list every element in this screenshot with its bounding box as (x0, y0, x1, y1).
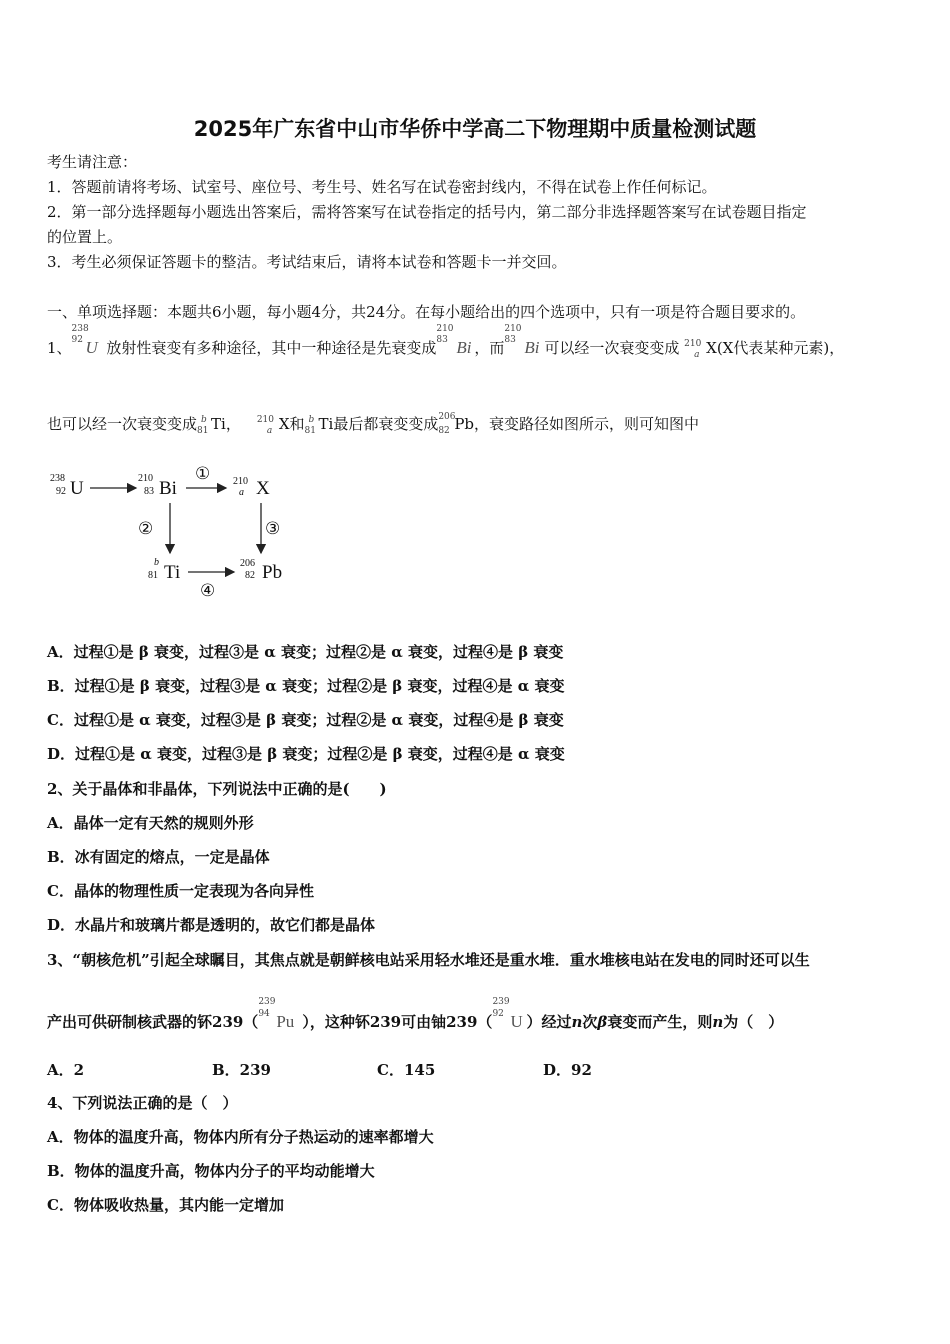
u-nuclide (492, 997, 526, 1032)
q1-option-b[interactable]: B．过程①是 β 衰变，过程③是 α 衰变；过程②是 β 衰变，过程④是 α 衰变 (47, 677, 565, 695)
q2-stem: 2、关于晶体和非晶体，下列说法中正确的是( ) (47, 780, 387, 798)
pb-mass: 206 (240, 558, 255, 569)
mass-number: 210 (256, 415, 275, 425)
q3-line2 (47, 997, 784, 1032)
atomic-number: 82 (438, 426, 450, 436)
ti-label: Ti (164, 562, 181, 583)
q1-number: 1、 (47, 339, 72, 357)
q1-line2 (47, 414, 699, 434)
bi-label: Bi (159, 478, 177, 499)
mass-number: 238 (71, 324, 89, 334)
q1-text: 放射性衰变有多种途径，其中一种途径是先衰变成 (106, 339, 437, 357)
q4-option-b[interactable]: B．物体的温度升高，物体内分子的平均动能增大 (47, 1162, 375, 1180)
u-mass: 238 (50, 473, 65, 484)
bi-atomic: 83 (144, 486, 154, 497)
step-2-label: ② (138, 519, 154, 538)
element-symbol: Bi (456, 338, 472, 357)
atomic-number: 83 (436, 335, 448, 345)
mass-number: b (201, 415, 207, 425)
mass-number: 239 (492, 997, 510, 1007)
q3-text: 次 (582, 1013, 598, 1031)
q1-u-nuclide (71, 324, 102, 358)
q3-text: 产出可供研制核武器的钚239（ (47, 1013, 259, 1031)
element-symbol: U (510, 1012, 523, 1031)
atomic-number: 81 (197, 426, 209, 436)
q1-option-d[interactable]: D．过程①是 α 衰变，过程③是 β 衰变；过程②是 β 衰变，过程④是 α 衰变 (47, 745, 565, 763)
q4-stem: 4、下列说法正确的是（ ） (47, 1094, 238, 1112)
q1-text: X和 (278, 415, 305, 433)
ti-mass: b (154, 557, 159, 568)
step-4-label: ④ (200, 581, 216, 600)
q2-option-d[interactable]: D．水晶片和玻璃片都是透明的，故它们都是晶体 (47, 916, 376, 934)
q1-text: Ti最后都衰变变成 (318, 415, 439, 433)
notice-item-2: 2．第一部分选择题每小题选出答案后，需将答案写在试卷指定的括号内，第二部分非选择题答案写在试卷题目指定 (47, 203, 807, 221)
pb-label: Pb (262, 562, 283, 583)
atomic-number: a (266, 426, 273, 436)
mass-number: 210 (436, 324, 454, 334)
q1-line1 (47, 324, 845, 360)
q3-beta: β (597, 1013, 608, 1031)
step-3-label: ③ (265, 519, 281, 538)
section-heading: 一、单项选择题：本题共6小题，每小题4分，共24分。在每小题给出的四个选项中，只有一项是符合题目要求的。 (47, 303, 806, 321)
q3-option-c[interactable]: C．145 (377, 1061, 436, 1079)
q1-option-c[interactable]: C．过程①是 α 衰变，过程③是 β 衰变；过程②是 α 衰变，过程④是 β 衰变 (47, 711, 564, 729)
q2-option-b[interactable]: B．冰有固定的熔点，一定是晶体 (47, 848, 270, 866)
bi-mass: 210 (138, 473, 153, 484)
pu-nuclide (258, 997, 302, 1032)
notice-item-2-cont: 的位置上。 (47, 228, 123, 246)
notice-item-3: 3．考生必须保证答题卡的整洁。考试结束后，请将本试卷和答题卡一并交回。 (47, 253, 567, 271)
ti-atomic: 81 (148, 570, 158, 581)
q1-bi-nuclide (436, 324, 474, 358)
q1-text: X(X代表某种元素)， (706, 339, 845, 357)
q1-text: 可以经一次衰变变成 (544, 339, 680, 357)
x-label: X (256, 478, 270, 499)
pb-atomic: 82 (245, 570, 255, 581)
element-symbol: Pu (276, 1012, 295, 1031)
page-title: 2025年广东省中山市华侨中学高二下物理期中质量检测试题 (193, 117, 757, 141)
atomic-number: 92 (492, 1009, 504, 1019)
q4-option-a[interactable]: A．物体的温度升高，物体内所有分子热运动的速率都增大 (47, 1128, 434, 1146)
q3-text: 衰变而产生，则 (607, 1013, 713, 1031)
q3-option-b[interactable]: B．239 (212, 1061, 271, 1079)
step-1-label: ① (195, 464, 211, 483)
q3-text: ）经过 (526, 1013, 572, 1031)
q3-var-n: n (571, 1013, 583, 1031)
element-symbol: Bi (524, 338, 540, 357)
atomic-number: 94 (258, 1009, 270, 1019)
mass-number: 239 (258, 997, 276, 1007)
atomic-number: 83 (504, 335, 516, 345)
q1-bi-nuclide (504, 324, 544, 358)
x-mass: 210 (233, 476, 248, 487)
u-label: U (70, 478, 84, 499)
mass-number: b (308, 415, 315, 425)
q3-var-n: n (712, 1013, 724, 1031)
notice-heading: 考生请注意： (47, 153, 138, 171)
q1-text: Pb，衰变路径如图所示，则可知图中 (454, 415, 700, 433)
u-atomic: 92 (56, 486, 66, 497)
atomic-number: 92 (71, 335, 83, 345)
q1-option-a[interactable]: A．过程①是 β 衰变，过程③是 α 衰变；过程②是 α 衰变，过程④是 β 衰变 (47, 643, 564, 661)
decay-diagram (40, 455, 310, 605)
q3-option-a[interactable]: A．2 (47, 1061, 85, 1079)
q1-text: ，而 (474, 339, 505, 357)
atomic-number: a (694, 350, 700, 360)
q4-option-c[interactable]: C．物体吸收热量，其内能一定增加 (47, 1196, 284, 1214)
mass-number: 206 (438, 412, 456, 422)
q1-text: 也可以经一次衰变变成 (47, 415, 198, 433)
q3-text: 为（ ） (723, 1013, 784, 1031)
mass-number: 210 (684, 339, 702, 349)
q3-text: ），这种钚239可由铀239（ (302, 1013, 493, 1031)
q2-option-a[interactable]: A．晶体一定有天然的规则外形 (47, 814, 254, 832)
notice-item-1: 1．答题前请将考场、试室号、座位号、考生号、姓名写在试卷密封线内，不得在试卷上作任何标记。 (47, 178, 717, 196)
q2-option-c[interactable]: C．晶体的物理性质一定表现为各向异性 (47, 882, 314, 900)
mass-number: 210 (504, 324, 522, 334)
atomic-number: 81 (304, 426, 316, 436)
q1-text: Ti， (211, 415, 241, 433)
q3-option-d[interactable]: D．92 (543, 1061, 592, 1079)
q3-line1: 3、“朝核危机”引起全球瞩目，其焦点就是朝鲜核电站采用轻水堆还是重水堆．重水堆核电站在发电的同时还可以生 (47, 951, 810, 969)
x-atomic: a (239, 487, 244, 498)
element-symbol: U (85, 338, 98, 357)
